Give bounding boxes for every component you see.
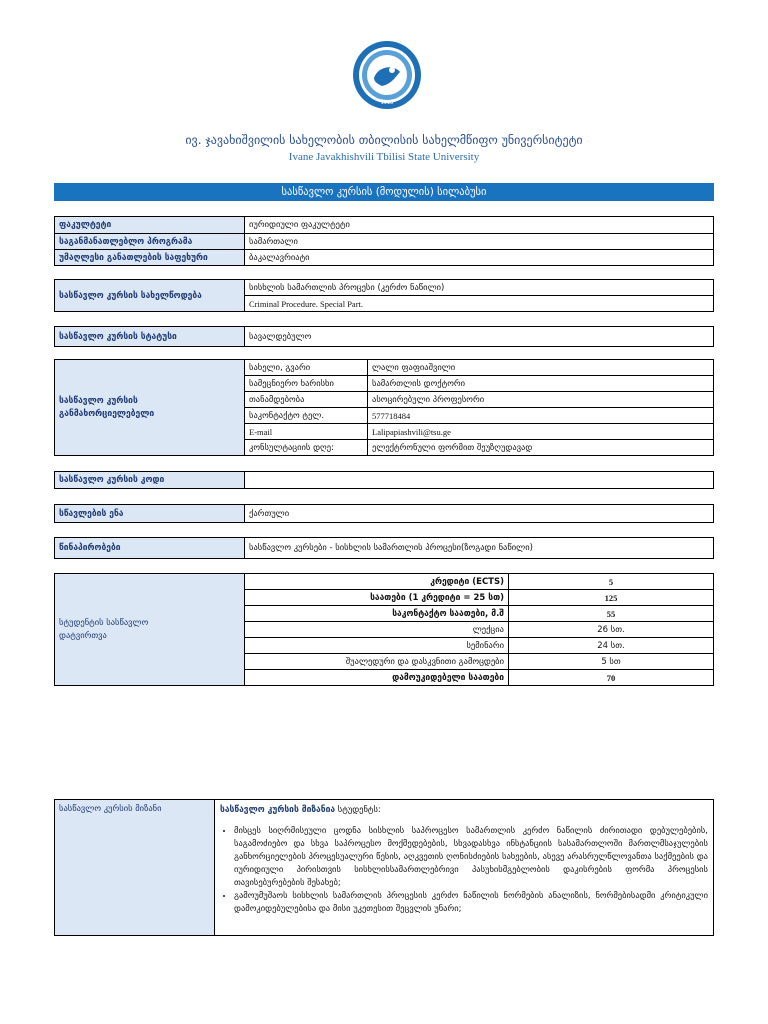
lecture-value: 26 სთ. <box>509 622 714 638</box>
university-name-english: Ivane Javakhishvili Tbilisi State University <box>288 151 480 163</box>
prerequisites-label: წინაპირობები <box>55 538 245 559</box>
instructor-name-value: ლალი ფაფიაშვილი <box>368 360 714 376</box>
instructor-degree-value: სამართლის დოქტორი <box>368 376 714 392</box>
faculty-label: ფაკულტეტი <box>55 217 245 234</box>
language-label: სწავლების ენა <box>55 505 245 523</box>
course-code-value <box>245 472 714 489</box>
workload-table <box>54 573 714 686</box>
table-row <box>55 250 714 266</box>
instructor-position-value: ასოცირებული პროფესორი <box>368 392 714 408</box>
independent-hours-key: დამოუკიდებელი საათები <box>245 670 509 686</box>
course-goal-intro-bold: სასწავლო კურსის მიზანია <box>220 805 336 815</box>
language-table <box>54 504 714 523</box>
instructor-email-value[interactable]: Lalipapiashvili@tsu.ge <box>368 424 714 440</box>
course-name-georgian: სისხლის სამართლის პროცესი (კერძო ნაწილი) <box>245 280 714 296</box>
list-item: • მისცეს სიღრმისეული ცოდნა სისხლის საპროცესო სამართლის კერძო ნაწილის ძირითადი დებულებების, საგამოძიებო და სხვა საპროცესო მოქმედებების, სხვადასხვა ინსტანციის სასამართლოში მართლმსაჯულების განხორციელების პროცესუალური წესის, აღკვეთის ღონისძიების სახეების, ასევე არასრულწლოვანთა საქმეების და იურიდიული პირისთვის სისხლისსამართლებრივი პასუხისმგებლობის დაკისრების ფორმა პროცესის თავისებურებების შესახებ; <box>234 825 708 890</box>
university-name-georgian: ივ. ჯავახიშვილის სახელობის თბილისის სახელმწიფო უნივერსიტეტი <box>185 133 583 147</box>
instructor-table <box>54 359 714 456</box>
workload-label-line2: დატვირთვა <box>59 630 107 641</box>
workload-label <box>55 574 245 686</box>
seminar-key: სემინარი <box>245 638 509 654</box>
prerequisites-value: სასწავლო კურსები - სისხლის სამართლის პროცესი(ზოგადი ნაწილი) <box>245 538 714 559</box>
independent-hours-value: 70 <box>509 670 714 686</box>
instructor-name-key: სახელი, გვარი <box>245 360 368 376</box>
exams-value: 5 სთ <box>509 654 714 670</box>
contact-hours-key: საკონტაქტო საათები, მ.შ <box>245 606 509 622</box>
course-name-table <box>54 279 714 312</box>
hours-value: 125 <box>509 590 714 606</box>
table-row <box>55 360 714 376</box>
table-row <box>55 800 714 936</box>
syllabus-banner: სასწავლო კურსის (მოდულის) სილაბუსი <box>54 183 714 201</box>
lecture-key: ლექცია <box>245 622 509 638</box>
credits-value: 5 <box>509 574 714 590</box>
instructor-label-line1: სასწავლო კურსის <box>59 395 138 406</box>
general-info-table <box>54 216 714 266</box>
instructor-label-line2: განმახორციელებელი <box>59 408 155 419</box>
table-row <box>55 217 714 234</box>
instructor-consultation-value: ელექტრონული ფორმით შეუზღუდავად <box>368 440 714 456</box>
table-row <box>55 472 714 489</box>
hours-key: საათები (1 კრედიტი = 25 სთ) <box>245 590 509 606</box>
level-label: უმაღლესი განათლების საფეხური <box>55 250 245 266</box>
course-goal-label: სასწავლო კურსის მიზანი <box>55 800 215 936</box>
instructor-email-key: E-mail <box>245 424 368 440</box>
instructor-label <box>55 360 245 456</box>
instructor-degree-key: სამეცნიერო ხარისხი <box>245 376 368 392</box>
course-name-english: Criminal Procedure. Special Part. <box>245 296 714 312</box>
status-label: სასწავლო კურსის სტატუსი <box>55 327 245 347</box>
table-row <box>55 538 714 559</box>
contact-hours-value: 55 <box>509 606 714 622</box>
course-goal-list <box>220 825 708 916</box>
course-name-label: სასწავლო კურსის სახელწოდება <box>55 280 245 312</box>
instructor-phone-value: 577718484 <box>368 408 714 424</box>
course-goal-table <box>54 799 714 936</box>
program-value: სამართალი <box>245 234 714 250</box>
instructor-position-key: თანამდებობა <box>245 392 368 408</box>
list-item: • გამოუმუშაოს სისხლის სამართლის პროცესის კერძო ნაწილის ნორმების ანალიზის, ნორმებისადმი კრიტიკული დამოკიდებულებისა და მისი უკეთესით შეცვლის უნარი; <box>234 890 708 916</box>
university-seal-icon <box>352 40 422 110</box>
course-goal-intro-rest: სტუდენტს: <box>335 805 381 815</box>
course-goal-intro <box>220 804 708 817</box>
status-table <box>54 326 714 347</box>
table-row <box>55 280 714 296</box>
workload-label-line1: სტუდენტის სასწავლო <box>59 617 149 628</box>
program-label: საგანმანათლებლო პროგრამა <box>55 234 245 250</box>
language-value: ქართული <box>245 505 714 523</box>
prerequisites-table <box>54 537 714 559</box>
table-row <box>55 505 714 523</box>
instructor-phone-key: საკონტაქტო ტელ. <box>245 408 368 424</box>
exams-key: შუალედური და დასკვნითი გამოცდები <box>245 654 509 670</box>
table-row <box>55 574 714 590</box>
level-value: ბაკალავრიატი <box>245 250 714 266</box>
table-row <box>55 327 714 347</box>
table-row <box>55 234 714 250</box>
course-code-table <box>54 471 714 489</box>
credits-key: კრედიტი (ECTS) <box>245 574 509 590</box>
faculty-value: იურიდიული ფაკულტეტი <box>245 217 714 234</box>
seminar-value: 24 სთ. <box>509 638 714 654</box>
course-code-label: სასწავლო კურსის კოდი <box>55 472 245 489</box>
status-value: სავალდებულო <box>245 327 714 347</box>
seal-year: 1918 <box>380 100 394 106</box>
instructor-consultation-key: კონსულტაციის დღე: <box>245 440 368 456</box>
course-goal-body <box>215 800 714 936</box>
